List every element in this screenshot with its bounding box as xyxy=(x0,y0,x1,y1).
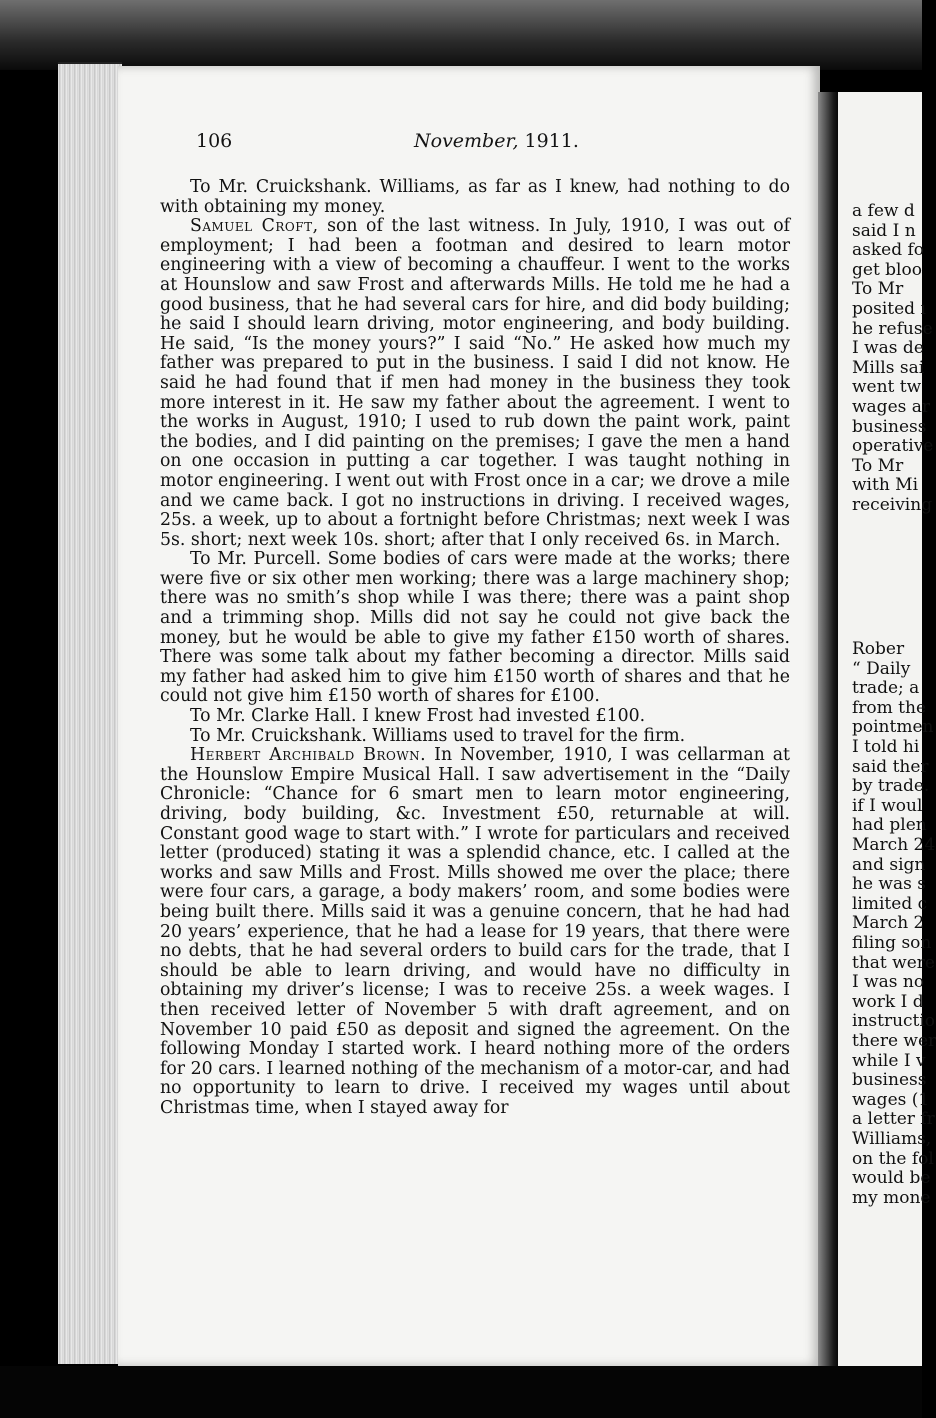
facing-page-line: my mone xyxy=(852,1187,931,1208)
facing-page-line: would be xyxy=(852,1168,931,1189)
facing-page-line: a few d xyxy=(852,201,915,221)
paragraph xyxy=(160,217,790,550)
facing-page-line: there wer xyxy=(852,1031,936,1051)
facing-page-line: that were xyxy=(852,952,935,973)
facing-page-line: trade; a xyxy=(852,678,920,699)
facing-page-line: receiving xyxy=(852,495,933,515)
running-title-year: 1911. xyxy=(524,130,579,152)
paragraph xyxy=(160,178,790,217)
facing-page-line: instructio xyxy=(852,1011,936,1032)
scan-background-top xyxy=(0,0,922,70)
paragraph-text: To Mr. Cruickshank. Williams used to travel for the firm. xyxy=(190,725,686,746)
facing-page-line: had plen xyxy=(852,815,927,836)
page-number: 106 xyxy=(196,130,233,152)
facing-page-line: March 24 xyxy=(852,835,936,855)
facing-page-line: posited ı xyxy=(852,299,926,319)
book-gutter xyxy=(818,92,840,1382)
facing-page-line: if I woul xyxy=(852,795,923,816)
paragraph xyxy=(160,550,790,707)
facing-page-line: business xyxy=(852,1070,927,1091)
facing-page-line: he was s xyxy=(852,874,926,895)
facing-page-line: with Mi xyxy=(852,475,919,496)
facing-page-line: wages ar xyxy=(852,397,931,417)
witness-name: Samuel Croft, xyxy=(190,216,319,237)
facing-page-line: I told hi xyxy=(852,737,920,757)
facing-page-line: I was de xyxy=(852,338,924,359)
facing-page-line: wages (1 xyxy=(852,1089,930,1110)
paragraph xyxy=(160,727,790,747)
facing-page-line: Rober xyxy=(852,639,905,659)
facing-page-line: while I v xyxy=(852,1050,926,1071)
facing-page-line: To Mr xyxy=(852,455,904,476)
body-text xyxy=(160,178,790,1119)
facing-page-line: asked fo xyxy=(852,240,925,261)
facing-page-line: a letter fr xyxy=(852,1109,935,1130)
witness-name: Herbert Archibald Brown. xyxy=(190,745,427,766)
paragraph-text: To Mr. Purcell. Some bodies of cars were made at the works; there were five or six other men working; there was a large machinery shop; there was no smith’s shop while I was there; there was a paint shop and a trimming shop. Mills did not say he could not give back the money, but he would be able to give my father £150 worth of shares. There was some talk about my father becoming a director. Mills said my father had asked him to give him £150 worth of shares and that he could not give him £150 worth of shares for £100. xyxy=(160,549,790,707)
facing-page-line: he refuse xyxy=(852,318,933,339)
facing-page-line: Williams, xyxy=(852,1129,932,1149)
paragraph-text: To Mr. Clarke Hall. I knew Frost had invested £100. xyxy=(190,706,646,727)
facing-page-line: To Mr xyxy=(852,279,904,300)
facing-page-line: I was no xyxy=(852,972,925,993)
facing-page-line: and sign xyxy=(852,854,926,875)
facing-page-line: filing son xyxy=(852,933,932,953)
facing-page-line: went tw xyxy=(852,377,922,398)
facing-page-line: limited c xyxy=(852,893,928,914)
paragraph-text: To Mr. Cruickshank. Williams, as far as I knew, had nothing to do with obtaining my money. xyxy=(160,177,790,217)
page-block-edges xyxy=(58,62,122,1364)
facing-page-line: said I n xyxy=(852,220,916,241)
facing-page-line: from the xyxy=(852,697,927,718)
facing-page-line: get bloo xyxy=(852,259,922,280)
facing-page-line: on the fol xyxy=(852,1148,934,1169)
scan-background-bottom xyxy=(0,1366,922,1418)
facing-page-line: Mills sai xyxy=(852,357,925,378)
facing-page-line: business xyxy=(852,416,927,437)
paragraph-text: In November, 1910, I was cellarman at the Hounslow Empire Musical Hall. I saw advertisement in the “Daily Chronicle: “Chance for 6 smart men to learn motor engineering, driving, body building, &c. Investment £50, returnable at will. Constant good wage to start with.” I wrote for particulars and received letter (produced) stating it was a splendid chance, etc. I called at the works and saw Mills and Frost. Mills showed me over the place; there were four cars, a garage, a body makers’ room, and some bodies were being built there. Mills said it was a genuine concern, that he had had 20 years’ experience, that he had a lease for 19 years, that there were no debts, that he had several orders to build cars for the trade, that I should be able to learn driving, and would have no difficulty in obtaining my driver’s license; I was to receive 25s. a week wages. I then received letter of November 5 with draft agreement, and on November 10 paid £50 as deposit and signed the agreement. On the following Monday I started work. I heard nothing more of the orders for 20 cars. I learned nothing of the mechanism of a motor-car, and had no opportunity to learn to drive. I received my wages until about Christmas time, when I stayed away for xyxy=(160,745,791,1118)
paragraph xyxy=(160,746,790,1118)
facing-page-line: pointmen xyxy=(852,717,934,738)
paragraph xyxy=(160,707,790,727)
running-title xyxy=(414,130,579,152)
page-header xyxy=(196,130,786,160)
facing-page-line: by trade. xyxy=(852,776,930,797)
paragraph-text: son of the last witness. In July, 1910, I was out of employment; I had been a footman and desired to learn motor engineering with a view of becoming a chauffeur. I went to the works at Hounslow and saw Frost and afterwards Mills. He told me he had a good business, that he had several cars for hire, and did body building; he said I should learn driving, motor engineering, and body building. He said, “Is the money yours?” I said “No.” He asked how much my father was prepared to put in the business. I said I did not know. He said he had found that if men had money in the business they took more interest in it. He saw my father about the agreement. I went to the works in August, 1910; I used to rub down the paint work, paint the bodies, and I did painting on the premises; I gave the men a hand on one occasion in putting a car together. I was taught nothing in motor engineering. I went out with Frost once in a car; we drove a mile and we came back. I got no instructions in driving. I received wages, 25s. a week, up to about a fortnight before Christmas; next week I was 5s. short; next week 10s. short; after that I only received 6s. in March. xyxy=(160,216,790,550)
facing-page-line: said ther xyxy=(852,756,929,777)
facing-page-line: “ Daily xyxy=(852,658,911,679)
facing-page-line: March 2 xyxy=(852,913,925,934)
running-title-month: November, xyxy=(414,130,519,152)
facing-page-line: operative xyxy=(852,436,934,457)
facing-page-line: work I d xyxy=(852,991,924,1012)
facing-page xyxy=(838,92,936,1382)
